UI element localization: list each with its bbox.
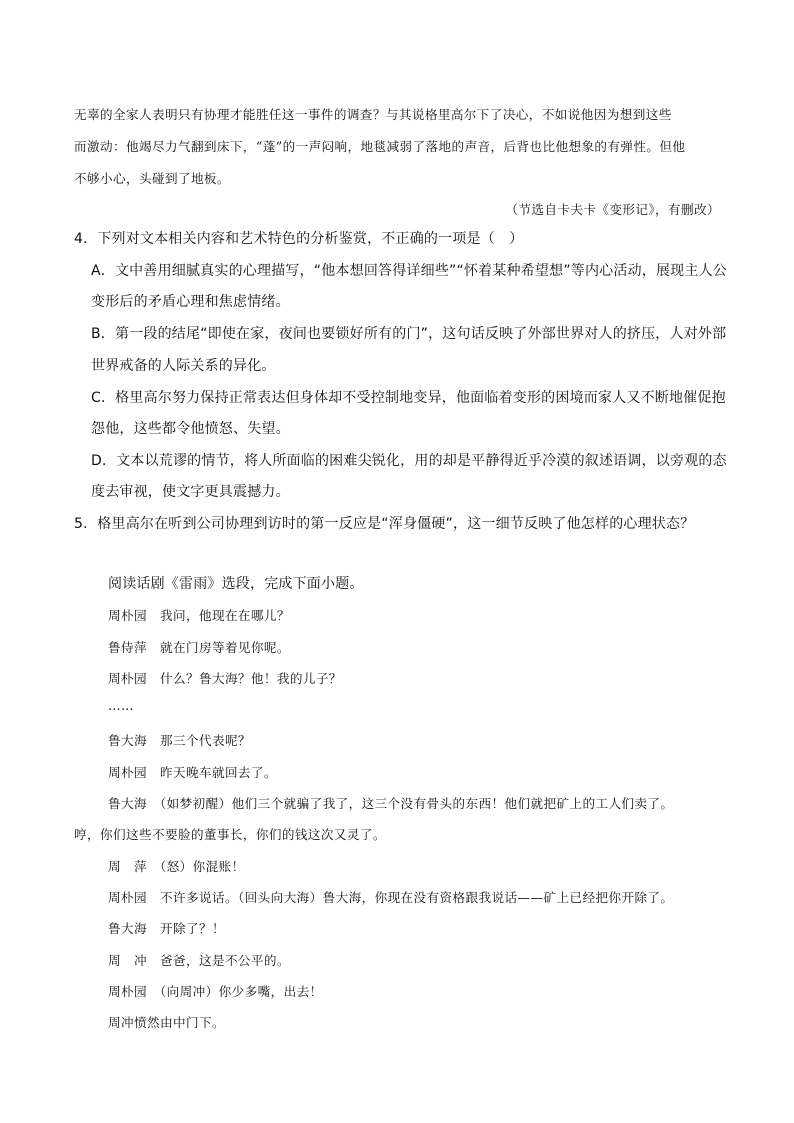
drama-intro: 阅读话剧《雷雨》选段，完成下面小题。 <box>108 576 364 592</box>
drama-line: 周朴园 不许多说话。（回头向大海）鲁大海，你现在没有资格跟我说话——矿上已经把你开除了。 <box>108 890 674 905</box>
option-b-line-1: B．第一段的结尾“即使在家，夜间也要锁好所有的门”，这句话反映了外部世界对人的挤压，人对外部 <box>91 326 727 342</box>
passage-line: 无辜的全家人表明只有协理才能胜任这一事件的调查？与其说格里高尔下了决心，不如说他因为想到这些 <box>74 107 672 122</box>
option-c-line-1: C．格里高尔努力保持正常表达但身体却不受控制地变异，他面临着变形的困境而家人又不断地催促抱 <box>91 390 726 406</box>
option-d-line-1: D．文本以荒谬的情节，将人所面临的困难尖锐化，用的却是平静得近乎冷漠的叙述语调，以旁观的态 <box>91 453 727 469</box>
drama-line: 鲁大海 （如梦初醒）他们三个就骗了我了，这三个没有骨头的东西！他们就把矿上的工人们卖了。 <box>108 796 674 811</box>
passage-line: 而激动：他竭尽力气翻到床下，“蓬”的一声闷响，地毯减弱了落地的声音，后背也比他想象的有弹性。但他 <box>74 139 686 154</box>
option-b-line-2: 世界戒备的人际关系的异化。 <box>91 358 276 374</box>
drama-line: 周朴园 什么？鲁大海？他！我的儿子？ <box>108 671 342 686</box>
drama-line: 周 萍 （怒）你混账！ <box>108 859 245 874</box>
drama-line: 周朴园 （向周冲）你少多嘴，出去！ <box>108 984 323 999</box>
drama-stage-direction: 周冲愤然由中门下。 <box>108 1015 225 1030</box>
option-c-line-2: 怨他，这些都令他愤怒、失望。 <box>91 421 290 437</box>
passage-line: 不够小心，头碰到了地板。 <box>74 171 230 186</box>
question-5-stem: 5．格里高尔在听到公司协理到访时的第一反应是“浑身僵硬”，这一细节反映了他怎样的心理状态？ <box>74 516 695 532</box>
drama-line: 周 冲 爸爸，这是不公平的。 <box>108 953 290 968</box>
option-a-line-2: 变形后的矛盾心理和焦虑情绪。 <box>91 294 290 310</box>
drama-line: 鲁侍萍 就在门房等着见你呢。 <box>108 640 290 655</box>
option-a-line-1: A．文中善用细腻真实的心理描写，“他本想回答得详细些”“怀着某种希望想”等内心活动，展现主人公 <box>91 263 727 279</box>
drama-line: 周朴园 我问，他现在在哪儿？ <box>108 608 290 623</box>
drama-line-continued: 哼，你们这些不要脸的董事长，你们的钱这次又灵了。 <box>74 827 386 842</box>
drama-line: 鲁大海 开除了？！ <box>108 921 225 936</box>
drama-line: 周朴园 昨天晚车就回去了。 <box>108 765 277 780</box>
question-4-stem: 4．下列对文本相关内容和艺术特色的分析鉴赏，不正确的一项是（ ） <box>74 231 524 247</box>
drama-ellipsis: …… <box>108 698 134 713</box>
drama-line: 鲁大海 那三个代表呢？ <box>108 733 251 748</box>
passage-source: （节选自卡夫卡《变形记》，有删改） <box>505 202 720 217</box>
option-d-line-2: 度去审视，使文字更具震撼力。 <box>91 484 290 500</box>
